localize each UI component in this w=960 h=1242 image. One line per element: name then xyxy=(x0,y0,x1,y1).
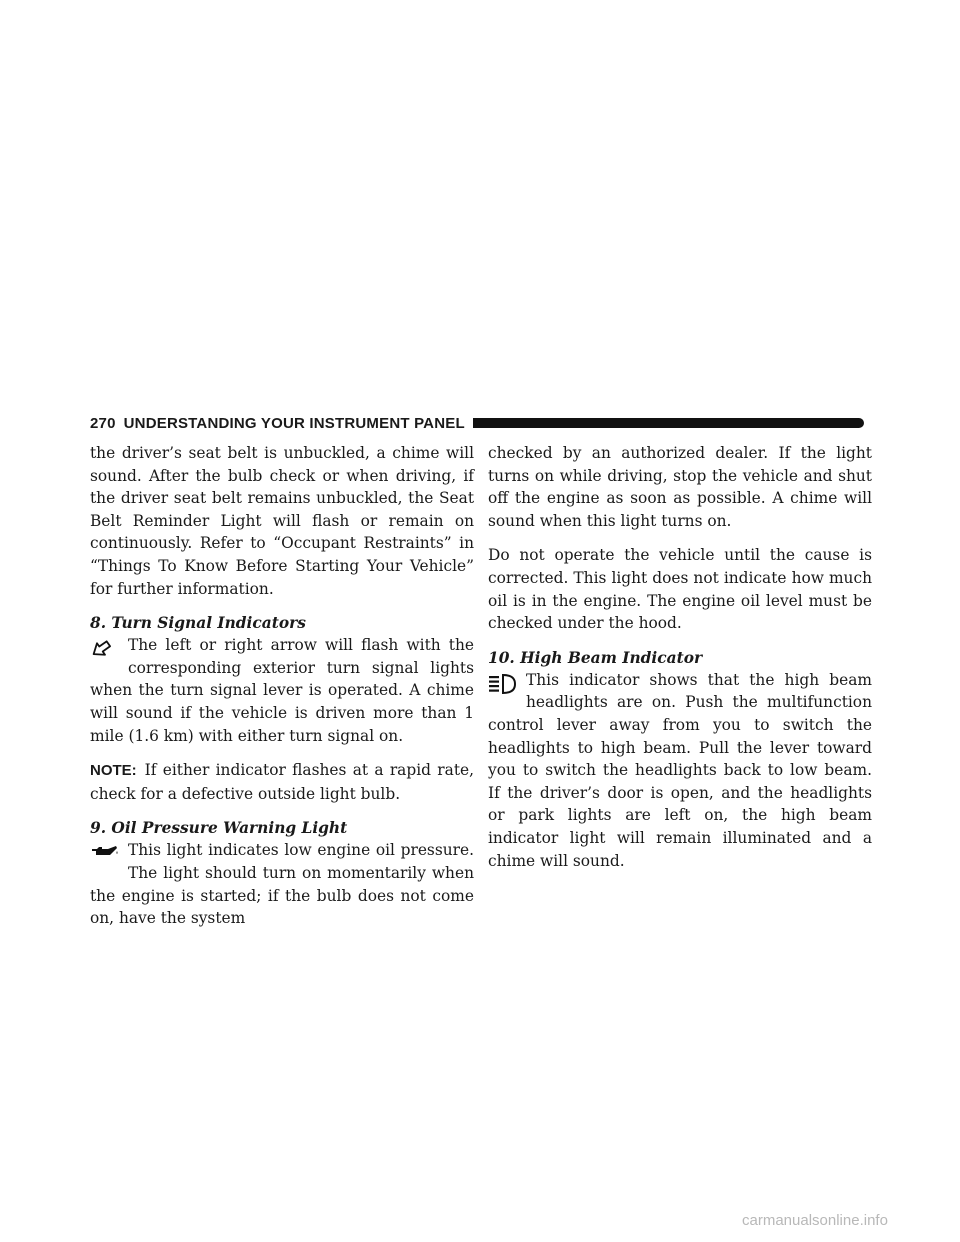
turn-signal-heading: 8. Turn Signal Indicators xyxy=(90,614,306,633)
high-beam-icon xyxy=(488,673,518,695)
high-beam-heading: 10. High Beam Indicator xyxy=(488,648,703,667)
page-number: 270 xyxy=(90,414,116,432)
high-beam-section xyxy=(488,669,872,872)
oil-pressure-heading: 9. Oil Pressure Warning Light xyxy=(90,819,348,838)
continued-paragraph: checked by an authorized dealer. If the light turns on while driving, stop the vehicle and shut off the engine as soon as possible. A chime will sound when this light turns on. xyxy=(488,444,872,530)
note-text: If either indicator flashes at a rapid rate, check for a defective outside light bulb. xyxy=(90,761,474,803)
caution-paragraph: Do not operate the vehicle until the cause is corrected. This light does not indicate how much oil is in the engine. The engine oil level must be checked under the hood. xyxy=(488,546,872,633)
note-label: NOTE: xyxy=(90,762,137,780)
page-header xyxy=(90,414,864,432)
turn-signal-text: The left or right arrow will flash with the corresponding exterior turn signal lights when the turn signal lever is operated. A chime will sound if the vehicle is driven more than 1 mile (1.6 km) with either turn signal on. xyxy=(90,636,474,745)
intro-paragraph: the driver’s seat belt is unbuckled, a chime will sound. After the bulb check or when driving, if the driver seat belt remains unbuckled, the Seat Belt Reminder Light will flash or remain on continuously. Refer to “Occupant Restraints” in “Things To Know Before Starting Your Vehicle” for further information. xyxy=(90,444,474,598)
header-rule xyxy=(473,418,864,428)
turn-signal-section xyxy=(90,634,474,747)
turn-signal-arrow-icon xyxy=(90,638,120,660)
left-column xyxy=(90,442,474,942)
oil-can-icon xyxy=(90,843,120,865)
right-column xyxy=(488,442,872,884)
section-title: UNDERSTANDING YOUR INSTRUMENT PANEL xyxy=(123,414,465,432)
oil-pressure-text: This light indicates low engine oil pressure. The light should turn on momentarily when the engine is started; if the bulb does not come on, have the system xyxy=(90,841,474,928)
note-paragraph xyxy=(90,759,474,805)
oil-pressure-section xyxy=(90,839,474,929)
watermark: carmanualsonline.info xyxy=(742,1212,888,1229)
high-beam-text: This indicator shows that the high beam headlights are on. Push the multifunction control lever away from you to switch the headlights to high beam. Pull the lever toward you to switch the headlights back to low beam. If the driver’s door is open, and the headlights or park lights are left on, the high beam indicator light will remain illuminated and a chime will sound. xyxy=(488,670,872,870)
